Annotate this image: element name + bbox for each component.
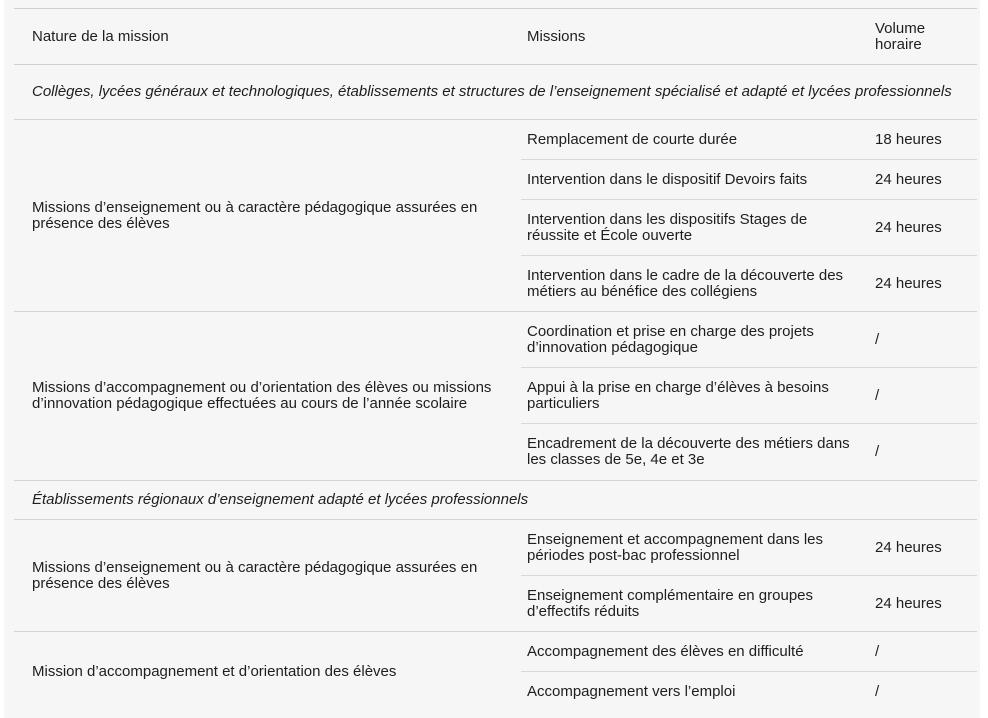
volume-cell: 18 heures xyxy=(875,130,942,148)
section-title: Collèges, lycées généraux et technologiques, établissements et structures de l’enseignement spécialisé et adapté et lycées professionnels xyxy=(32,83,952,100)
volume-cell: / xyxy=(867,672,977,713)
mission-nature: Mission d’accompagnement et d’orientation des élèves xyxy=(32,663,397,680)
header-nature: Nature de la mission xyxy=(32,27,169,45)
missions-table xyxy=(14,8,977,712)
table-header-row xyxy=(14,9,977,65)
volume-cell: / xyxy=(875,642,880,660)
volume-cell: 24 heures xyxy=(875,538,942,556)
section-row xyxy=(14,481,977,520)
table-row xyxy=(14,120,977,160)
mission-nature: Missions d’enseignement ou à caractère pédagogique assurées en présence des élèves xyxy=(32,198,478,232)
header-missions: Missions xyxy=(527,27,586,45)
mission-cell: Appui à la prise en charge d’élèves à besoins particuliers xyxy=(521,368,867,424)
mission-nature: Missions d’accompagnement ou d’orientation des élèves ou missions d’innovation pédagogique effectuées au cours de l’année scolaire xyxy=(32,379,492,412)
table-row xyxy=(14,312,977,368)
volume-cell: / xyxy=(867,424,977,481)
table-row xyxy=(14,520,977,576)
volume-cell: / xyxy=(867,368,977,424)
mission-cell: Enseignement complémentaire en groupes d’effectifs réduits xyxy=(521,576,867,632)
header-volume: Volume horaire xyxy=(875,19,926,53)
section-row xyxy=(14,65,977,120)
volume-cell: / xyxy=(875,330,880,348)
mission-cell: Intervention dans les dispositifs Stages de réussite et École ouverte xyxy=(521,200,867,256)
mission-cell: Accompagnement vers l’emploi xyxy=(521,672,867,713)
mission-cell: Enseignement et accompagnement dans les périodes post-bac professionnel xyxy=(527,530,824,564)
mission-cell: Coordination et prise en charge des projets d’innovation pédagogique xyxy=(527,322,814,356)
volume-cell: 24 heures xyxy=(867,576,977,632)
volume-cell: 24 heures xyxy=(867,256,977,312)
mission-nature: Missions d’enseignement ou à caractère pédagogique assurées en présence des élèves xyxy=(32,558,478,592)
mission-cell: Intervention dans le cadre de la découverte des métiers au bénéfice des collégiens xyxy=(521,256,867,312)
mission-cell: Encadrement de la découverte des métiers dans les classes de 5e, 4e et 3e xyxy=(521,424,867,481)
volume-cell: 24 heures xyxy=(867,200,977,256)
section-title: Établissements régionaux d’enseignement adapté et lycées professionnels xyxy=(32,491,529,508)
volume-cell: 24 heures xyxy=(867,160,977,200)
mission-cell: Intervention dans le dispositif Devoirs faits xyxy=(521,160,867,200)
mission-cell: Remplacement de courte durée xyxy=(527,130,738,148)
mission-cell: Accompagnement des élèves en difficulté xyxy=(527,642,804,660)
table-container xyxy=(4,0,980,718)
table-row xyxy=(14,632,977,672)
